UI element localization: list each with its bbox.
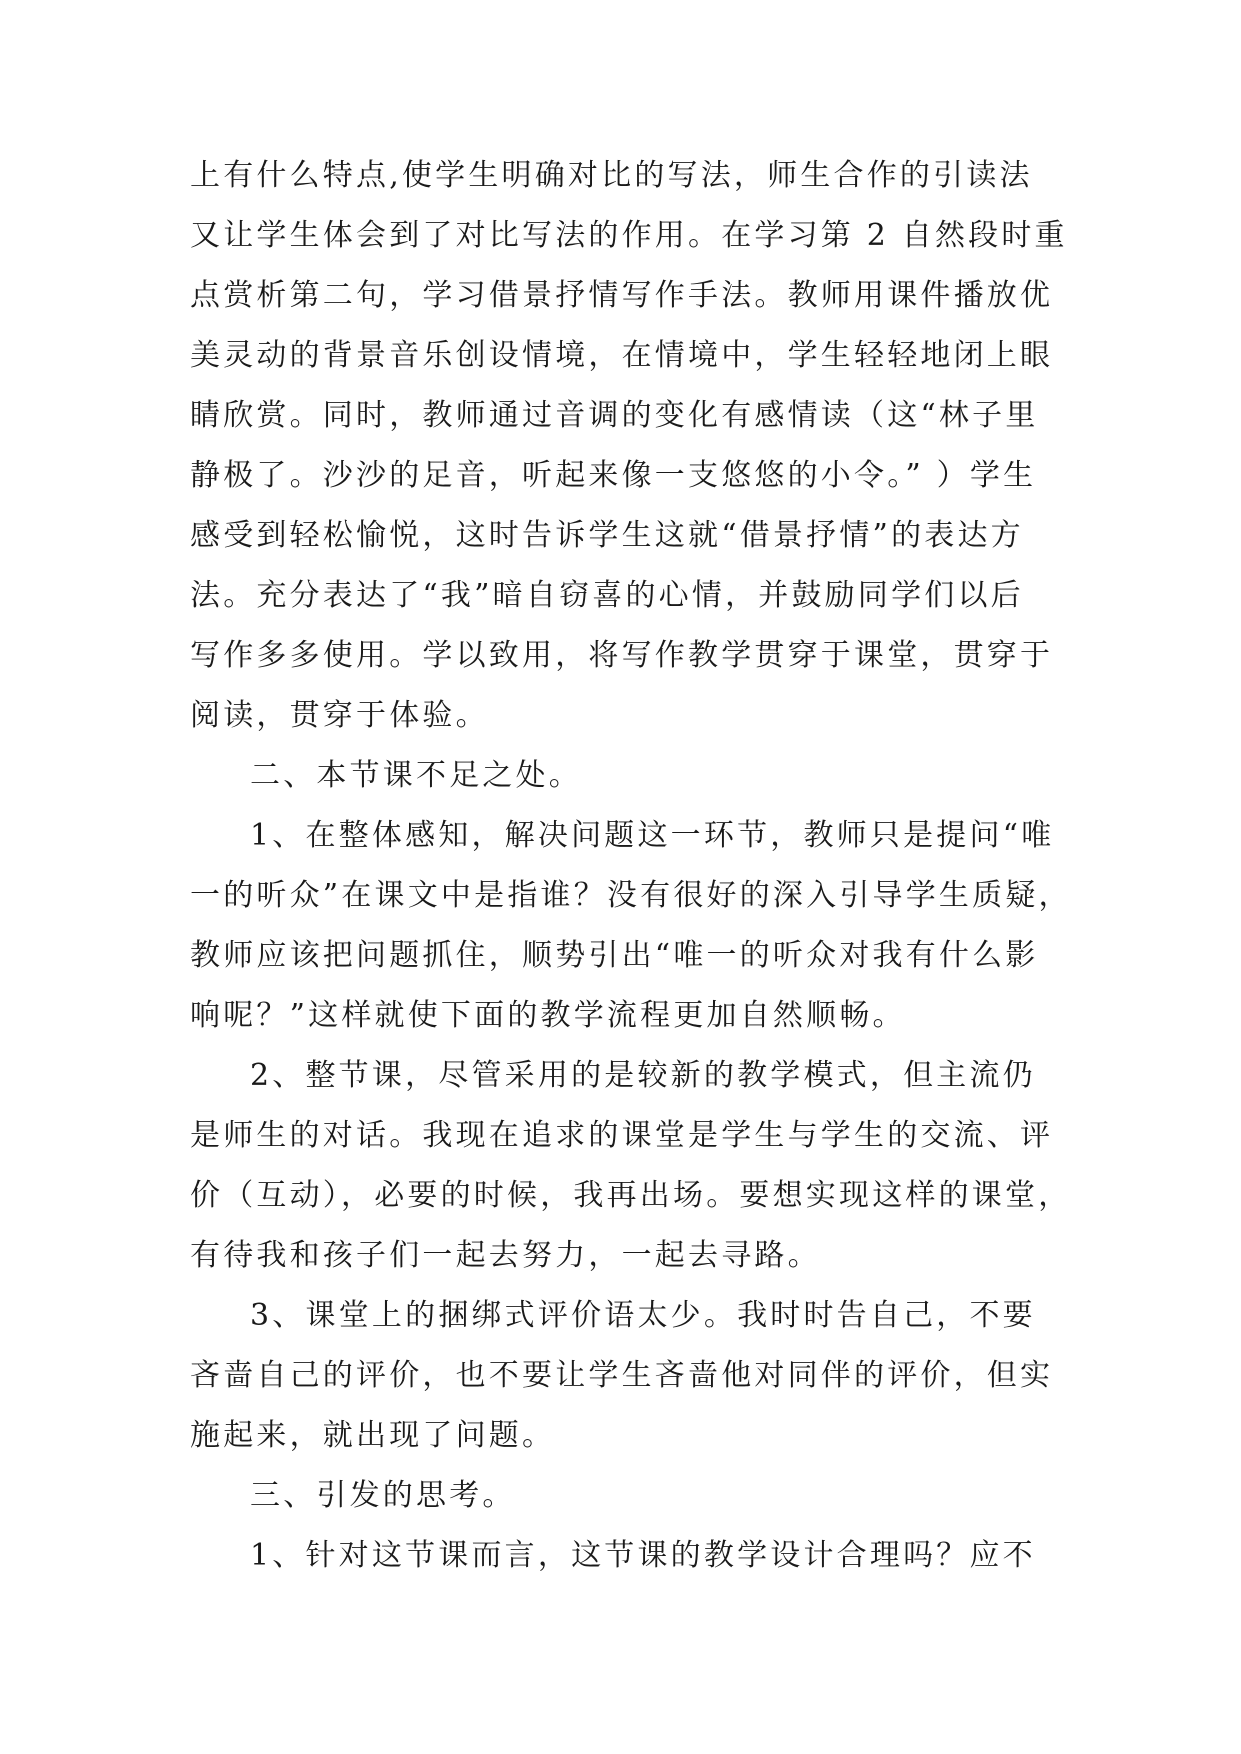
text-line: 是师生的对话。我现在追求的课堂是学生与学生的交流、评 [190,1118,1054,1153]
text-line: 法。充分表达了“我”暗自窃喜的心情，并鼓励同学们以后 [190,578,1024,613]
text-line: 睛欣赏。同时，教师通过音调的变化有感情读（这“林子里 [190,398,1039,433]
text-line: 感受到轻松愉悦，这时告诉学生这就“借景抒情”的表达方 [190,518,1024,553]
text-line: 上有什么特点,使学生明确对比的写法，师生合作的引读法 [190,158,1033,193]
text-line: 吝啬自己的评价，也不要让学生吝啬他对同伴的评价，但实 [190,1358,1054,1393]
section-heading: 三、引发的思考。 [250,1478,516,1513]
text-line: 阅读，贯穿于体验。 [190,698,489,733]
text-line: 一的听众”在课文中是指谁？没有很好的深入引导学生质疑， [190,878,1072,913]
text-line: 又让学生体会到了对比写法的作用。在学习第 2 自然段时重 [190,218,1068,253]
section-heading: 二、本节课不足之处。 [250,758,582,793]
text-line: 写作多多使用。学以致用，将写作教学贯穿于课堂，贯穿于 [190,638,1054,673]
text-line: 价（互动），必要的时候，我再出场。要想实现这样的课堂， [190,1178,1072,1213]
text-line: 1、在整体感知，解决问题这一环节，教师只是提问“唯 [250,818,1055,853]
text-line: 有待我和孩子们一起去努力，一起去寻路。 [190,1238,821,1273]
text-line: 美灵动的背景音乐创设情境，在情境中，学生轻轻地闭上眼 [190,338,1054,373]
text-line: 3、课堂上的捆绑式评价语太少。我时时告自己，不要 [250,1298,1036,1333]
text-line: 静极了。沙沙的足音，听起来像一支悠悠的小令。” ）学生 [190,458,1037,493]
text-line: 响呢？”这样就使下面的教学流程更加自然顺畅。 [190,998,906,1033]
text-line: 施起来，就出现了问题。 [190,1418,556,1453]
text-line: 点赏析第二句，学习借景抒情写作手法。教师用课件播放优 [190,278,1054,313]
text-line: 教师应该把问题抓住，顺势引出“唯一的听众对我有什么影 [190,938,1039,973]
text-line: 1、针对这节课而言，这节课的教学设计合理吗？应不 [250,1538,1036,1573]
text-line: 2、整节课，尽管采用的是较新的教学模式，但主流仍 [250,1058,1036,1093]
